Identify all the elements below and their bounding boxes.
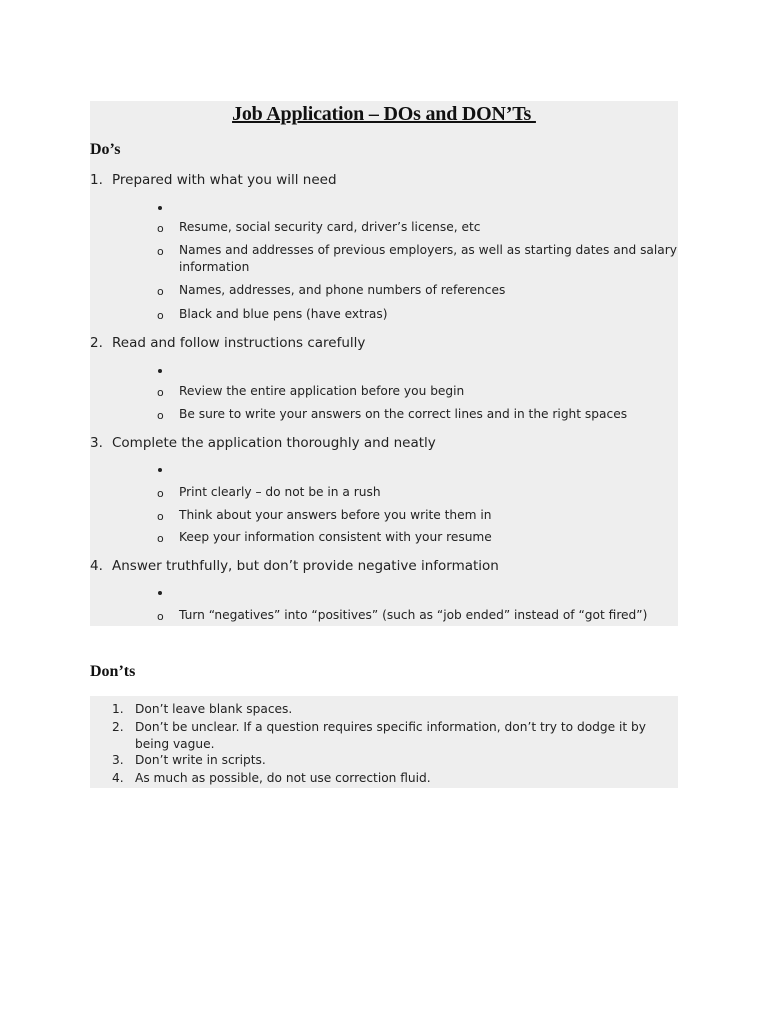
dos-subitem-text: Review the entire application before you begin [179,384,465,398]
dos-item-number: 1. [90,172,103,188]
dos-item-text: Answer truthfully, but don’t provide negative information [112,558,499,574]
circle-bullet-icon: o [157,510,164,523]
bullet-dot-icon [158,206,162,210]
circle-bullet-icon: o [157,610,164,623]
bullet-dot-icon [158,369,162,373]
circle-bullet-icon: o [157,487,164,500]
donts-item-text: Don’t be unclear. If a question requires specific information, don’t try to dodge it by being vague. [135,720,646,751]
donts-item-text: As much as possible, do not use correction fluid. [135,771,431,785]
dos-item-text: Complete the application thoroughly and neatly [112,435,436,451]
bullet-dot-icon [158,468,162,472]
donts-item-number: 2. [112,720,124,734]
circle-bullet-icon: o [157,222,164,235]
donts-item-number: 3. [112,753,124,767]
dos-subitem-text: Black and blue pens (have extras) [179,307,388,321]
dos-item-number: 2. [90,335,103,351]
donts-item-text: Don’t leave blank spaces. [135,702,293,716]
circle-bullet-icon: o [157,309,164,322]
dos-item-text: Read and follow instructions carefully [112,335,366,351]
dos-heading: Do’s [90,141,121,158]
donts-item-text: Don’t write in scripts. [135,753,266,767]
circle-bullet-icon: o [157,245,164,258]
dos-subitem-text: Names, addresses, and phone numbers of references [179,283,506,297]
donts-item-number: 1. [112,702,124,716]
dos-item-text: Prepared with what you will need [112,172,337,188]
bullet-dot-icon [158,591,162,595]
dos-subitem-text: Keep your information consistent with your resume [179,530,492,544]
donts-heading: Don’ts [90,663,136,680]
dos-subitem-text: Think about your answers before you write them in [179,508,492,522]
dos-subitem-text: Resume, social security card, driver’s license, etc [179,220,481,234]
circle-bullet-icon: o [157,386,164,399]
dos-subitem-text: Be sure to write your answers on the correct lines and in the right spaces [179,407,628,421]
dos-subitem-text: Print clearly – do not be in a rush [179,485,381,499]
dos-subitem-text: Names and addresses of previous employers, as well as starting dates and salary information [179,243,677,274]
dos-item-number: 3. [90,435,103,451]
circle-bullet-icon: o [157,532,164,545]
donts-item-number: 4. [112,771,124,785]
circle-bullet-icon: o [157,285,164,298]
page-title: Job Application – DOs and DON’Ts [232,103,536,125]
dos-subitem-text: Turn “negatives” into “positives” (such as “job ended” instead of “got fired”) [179,608,648,622]
dos-item-number: 4. [90,558,103,574]
circle-bullet-icon: o [157,409,164,422]
